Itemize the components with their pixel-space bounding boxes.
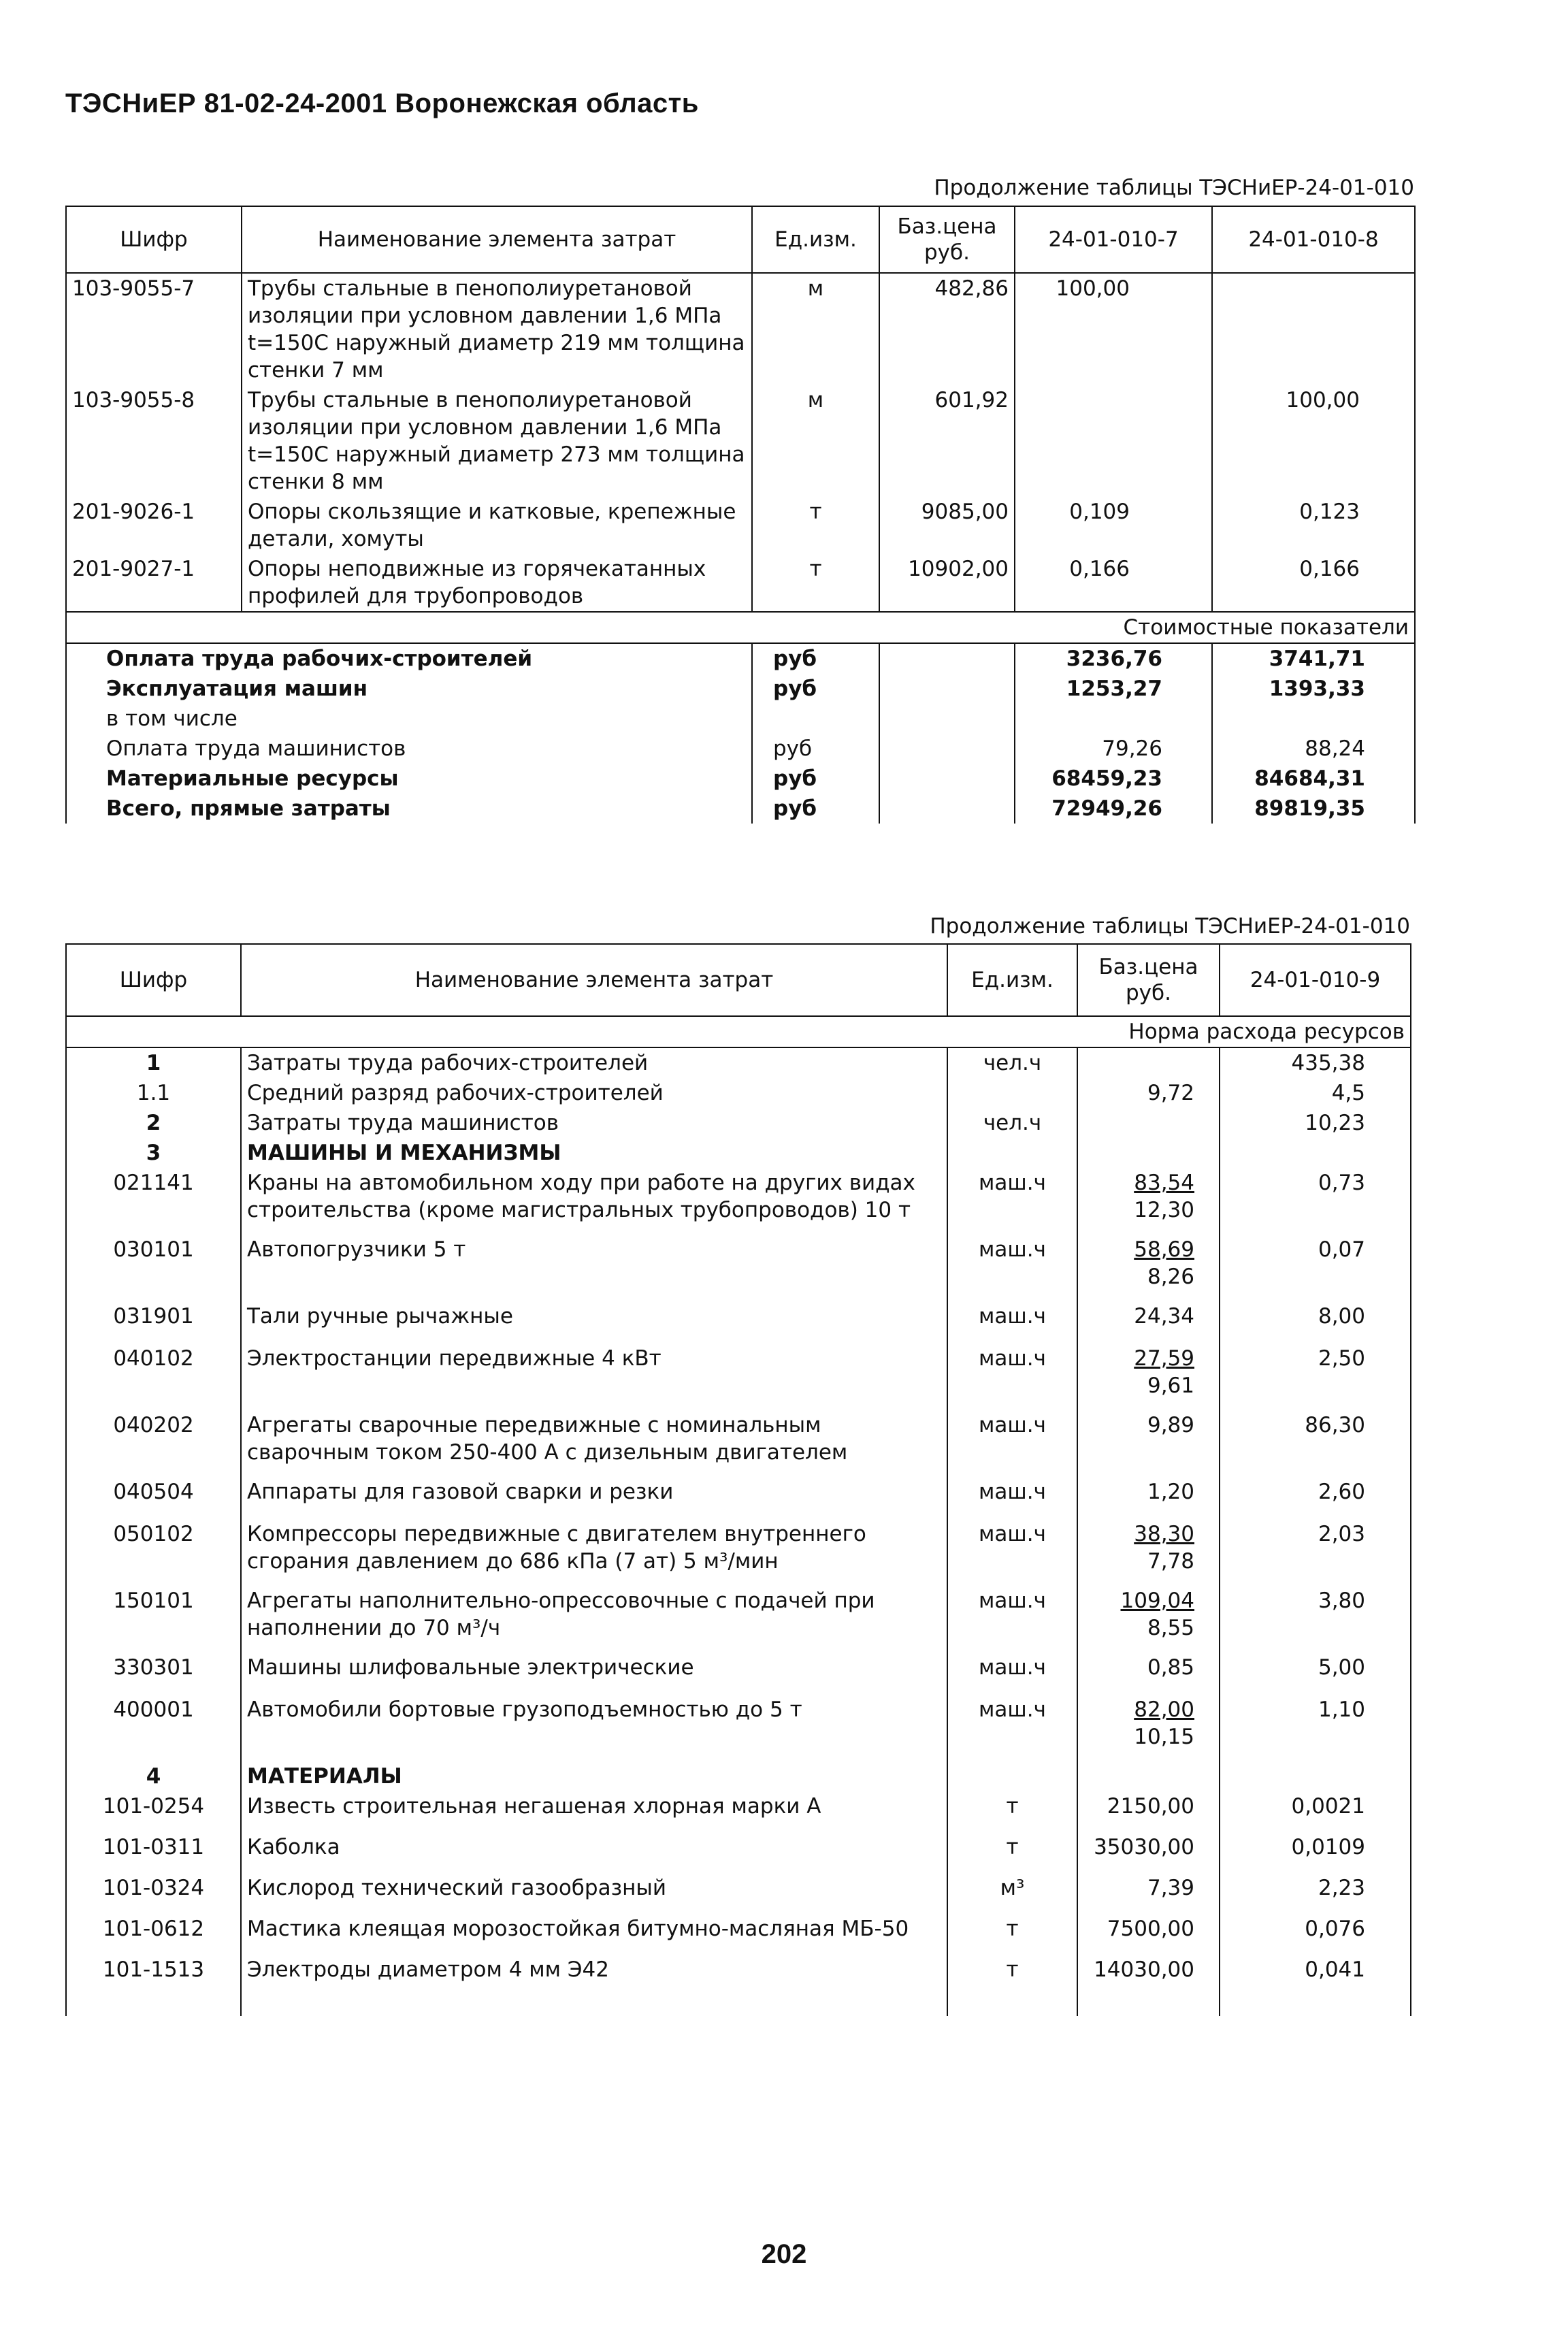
cost-unit: руб <box>752 643 879 674</box>
row-value: 2,60 <box>1220 1477 1411 1519</box>
table1 <box>65 206 1416 824</box>
row-code: 040504 <box>66 1477 241 1519</box>
row-unit <box>947 1078 1077 1108</box>
row-name: Каболка <box>241 1832 947 1873</box>
table2-header-row <box>66 944 1411 1016</box>
row-code: 031901 <box>66 1301 241 1344</box>
row-price: 9085,00 <box>879 497 1015 554</box>
row-value-2: 0,123 <box>1212 497 1415 554</box>
row-code: 330301 <box>66 1653 241 1695</box>
row-value: 8,00 <box>1220 1301 1411 1344</box>
cost-value-1 <box>1015 704 1212 734</box>
row-name: Аппараты для газовой сварки и резки <box>241 1477 947 1519</box>
cost-header: Стоимостные показатели <box>1015 612 1415 643</box>
row-value: 4,5 <box>1220 1078 1411 1108</box>
cost-row <box>66 764 1415 794</box>
norm-header-spacer <box>66 1016 1077 1047</box>
table-row <box>66 385 1415 497</box>
cost-value-2: 88,24 <box>1212 734 1415 764</box>
row-name: Опоры скользящие и катковые, крепежные детали, хомуты <box>242 497 752 554</box>
table-row <box>66 273 1415 385</box>
row-value <box>1220 1138 1411 1168</box>
row-code: 103-9055-8 <box>66 385 242 497</box>
row-name: Автопогрузчики 5 т <box>241 1235 947 1301</box>
header-code: Шифр <box>66 206 242 273</box>
row-unit: т <box>947 1832 1077 1873</box>
header-col-2: 24-01-010-8 <box>1212 206 1415 273</box>
row-price: 482,86 <box>879 273 1015 385</box>
row-unit: маш.ч <box>947 1410 1077 1477</box>
row-name: Краны на автомобильном ходу при работе на других видах строительства (кроме магистральных трубопроводов) 10 т <box>241 1168 947 1235</box>
table2-caption: Продолжение таблицы ТЭСНиЕР-24-01-010 <box>930 914 1410 939</box>
table-row <box>66 1695 1411 1761</box>
price-value: 24,34 <box>1134 1304 1194 1329</box>
table-row <box>66 1955 1411 2016</box>
cost-unit: руб <box>752 734 879 764</box>
cost-label: Оплата труда машинистов <box>66 734 752 764</box>
table-row <box>66 1519 1411 1586</box>
row-code: 050102 <box>66 1519 241 1586</box>
cost-row <box>66 794 1415 824</box>
row-code: 201-9026-1 <box>66 497 242 554</box>
table-row <box>66 1235 1411 1301</box>
row-code: 101-0612 <box>66 1914 241 1955</box>
price-value: 38,30 <box>1134 1522 1194 1546</box>
cost-value-2: 3741,71 <box>1212 643 1415 674</box>
cost-label: Материальные ресурсы <box>66 764 752 794</box>
row-name: МАШИНЫ И МЕХАНИЗМЫ <box>241 1138 947 1168</box>
price-value: 9,72 <box>1147 1081 1194 1105</box>
row-value: 2,23 <box>1220 1873 1411 1914</box>
row-price <box>1077 1955 1220 2016</box>
cost-header-row <box>66 612 1415 643</box>
row-unit: маш.ч <box>947 1235 1077 1301</box>
table-row <box>66 497 1415 554</box>
row-code: 201-9027-1 <box>66 554 242 612</box>
row-value-1: 0,166 <box>1015 554 1212 612</box>
row-value: 10,23 <box>1220 1108 1411 1138</box>
row-name: Электростанции передвижные 4 кВт <box>241 1344 947 1410</box>
cost-value-1: 79,26 <box>1015 734 1212 764</box>
norm-header: Норма расхода ресурсов <box>1077 1016 1411 1047</box>
row-price: 10902,00 <box>879 554 1015 612</box>
row-code: 150101 <box>66 1586 241 1653</box>
row-name: Средний разряд рабочих-строителей <box>241 1078 947 1108</box>
row-unit: маш.ч <box>947 1519 1077 1586</box>
header-code: Шифр <box>66 944 241 1016</box>
row-code: 040202 <box>66 1410 241 1477</box>
table-row <box>66 1168 1411 1235</box>
row-value-1: 100,00 <box>1015 273 1212 385</box>
row-value: 2,50 <box>1220 1344 1411 1410</box>
row-unit: маш.ч <box>947 1586 1077 1653</box>
price-value-2: 9,61 <box>1147 1373 1194 1398</box>
table-row <box>66 1410 1411 1477</box>
row-code: 400001 <box>66 1695 241 1761</box>
row-unit: маш.ч <box>947 1301 1077 1344</box>
row-value: 0,041 <box>1220 1955 1411 2016</box>
cost-label: в том числе <box>66 704 752 734</box>
header-name: Наименование элемента затрат <box>242 206 752 273</box>
cost-label: Эксплуатация машин <box>66 674 752 704</box>
row-name: Машины шлифовальные электрические <box>241 1653 947 1695</box>
cost-price <box>879 704 1015 734</box>
row-code: 1 <box>66 1047 241 1078</box>
table-row <box>66 1653 1411 1695</box>
row-price <box>1077 1235 1220 1301</box>
table-row <box>66 1761 1411 1791</box>
row-name: Кислород технический газообразный <box>241 1873 947 1914</box>
cost-label: Всего, прямые затраты <box>66 794 752 824</box>
row-unit: чел.ч <box>947 1047 1077 1078</box>
row-value-2: 100,00 <box>1212 385 1415 497</box>
cost-value-1: 68459,23 <box>1015 764 1212 794</box>
row-value: 0,73 <box>1220 1168 1411 1235</box>
row-name: Трубы стальные в пенополиуретановой изоляции при условном давлении 1,6 МПа t=150С наружный диаметр 219 мм толщина стенки 7 мм <box>242 273 752 385</box>
price-value: 27,59 <box>1134 1346 1194 1371</box>
table-row <box>66 1108 1411 1138</box>
row-unit: маш.ч <box>947 1477 1077 1519</box>
row-name: Опоры неподвижные из горячекатанных профилей для трубопроводов <box>242 554 752 612</box>
price-value-2: 7,78 <box>1147 1549 1194 1574</box>
cost-row <box>66 674 1415 704</box>
price-value: 58,69 <box>1134 1237 1194 1262</box>
row-unit: маш.ч <box>947 1695 1077 1761</box>
price-value-2: 12,30 <box>1134 1198 1194 1222</box>
header-price: Баз.цена руб. <box>879 206 1015 273</box>
cost-price <box>879 794 1015 824</box>
cost-unit: руб <box>752 764 879 794</box>
price-value-2: 8,26 <box>1147 1265 1194 1289</box>
cost-value-2 <box>1212 704 1415 734</box>
row-price <box>1077 1653 1220 1695</box>
row-name: Тали ручные рычажные <box>241 1301 947 1344</box>
row-value-2 <box>1212 273 1415 385</box>
row-price <box>1077 1832 1220 1873</box>
price-value: 109,04 <box>1120 1589 1194 1613</box>
cost-value-2: 84684,31 <box>1212 764 1415 794</box>
cost-row <box>66 704 1415 734</box>
cost-unit <box>752 704 879 734</box>
norm-header-row <box>66 1016 1411 1047</box>
row-price <box>1077 1047 1220 1078</box>
header-col-1: 24-01-010-7 <box>1015 206 1212 273</box>
cost-price <box>879 734 1015 764</box>
row-unit: чел.ч <box>947 1108 1077 1138</box>
row-name: Агрегаты наполнительно-опрессовочные с подачей при наполнении до 70 м³/ч <box>241 1586 947 1653</box>
table-row <box>66 1477 1411 1519</box>
row-unit: маш.ч <box>947 1344 1077 1410</box>
table-row <box>66 1832 1411 1873</box>
table-row <box>66 1791 1411 1832</box>
row-unit: т <box>947 1955 1077 2016</box>
row-value <box>1220 1761 1411 1791</box>
row-value: 3,80 <box>1220 1586 1411 1653</box>
table-row <box>66 1873 1411 1914</box>
table1-header-row <box>66 206 1415 273</box>
price-value-2: 8,55 <box>1147 1616 1194 1640</box>
row-price <box>1077 1344 1220 1410</box>
row-price <box>1077 1477 1220 1519</box>
table-row <box>66 1914 1411 1955</box>
row-unit: м <box>752 273 879 385</box>
row-price <box>1077 1586 1220 1653</box>
row-value-2: 0,166 <box>1212 554 1415 612</box>
row-code: 101-0324 <box>66 1873 241 1914</box>
table-row <box>66 1078 1411 1108</box>
table-row <box>66 1586 1411 1653</box>
header-col-1: 24-01-010-9 <box>1220 944 1411 1016</box>
row-price <box>1077 1168 1220 1235</box>
table2 <box>65 943 1411 2016</box>
price-value: 0,85 <box>1147 1655 1194 1680</box>
price-value: 35030,00 <box>1094 1835 1194 1859</box>
row-unit: маш.ч <box>947 1653 1077 1695</box>
page-number: 202 <box>761 2239 807 2269</box>
row-code: 103-9055-7 <box>66 273 242 385</box>
row-unit <box>947 1138 1077 1168</box>
price-value: 82,00 <box>1134 1697 1194 1722</box>
row-price <box>1077 1138 1220 1168</box>
price-value-2: 10,15 <box>1134 1725 1194 1749</box>
row-name: Затраты труда машинистов <box>241 1108 947 1138</box>
row-price <box>1077 1873 1220 1914</box>
row-unit: т <box>947 1791 1077 1832</box>
header-unit: Ед.изм. <box>752 206 879 273</box>
row-price <box>1077 1914 1220 1955</box>
row-code: 030101 <box>66 1235 241 1301</box>
table1-caption: Продолжение таблицы ТЭСНиЕР-24-01-010 <box>934 176 1414 200</box>
row-value: 0,0109 <box>1220 1832 1411 1873</box>
row-unit: т <box>947 1914 1077 1955</box>
header-name: Наименование элемента затрат <box>241 944 947 1016</box>
row-code: 021141 <box>66 1168 241 1235</box>
row-price <box>1077 1761 1220 1791</box>
row-value: 0,0021 <box>1220 1791 1411 1832</box>
cost-header-spacer <box>66 612 1015 643</box>
row-value-1: 0,109 <box>1015 497 1212 554</box>
row-code: 4 <box>66 1761 241 1791</box>
row-value: 1,10 <box>1220 1695 1411 1761</box>
row-unit: м³ <box>947 1873 1077 1914</box>
cost-price <box>879 764 1015 794</box>
row-name: Известь строительная негашеная хлорная марки А <box>241 1791 947 1832</box>
row-name: Электроды диаметром 4 мм Э42 <box>241 1955 947 2016</box>
row-unit: м <box>752 385 879 497</box>
row-price <box>1077 1078 1220 1108</box>
table-row <box>66 554 1415 612</box>
table-row <box>66 1138 1411 1168</box>
price-value: 7,39 <box>1147 1876 1194 1900</box>
row-value: 435,38 <box>1220 1047 1411 1078</box>
row-value: 0,076 <box>1220 1914 1411 1955</box>
cost-unit: руб <box>752 794 879 824</box>
document-title: ТЭСНиЕР 81-02-24-2001 Воронежская область <box>65 88 699 118</box>
cost-value-2: 89819,35 <box>1212 794 1415 824</box>
cost-row <box>66 734 1415 764</box>
row-value: 5,00 <box>1220 1653 1411 1695</box>
cost-value-1: 1253,27 <box>1015 674 1212 704</box>
price-value: 7500,00 <box>1107 1917 1194 1941</box>
row-price <box>1077 1519 1220 1586</box>
row-code: 1.1 <box>66 1078 241 1108</box>
row-code: 101-0254 <box>66 1791 241 1832</box>
cost-value-1: 72949,26 <box>1015 794 1212 824</box>
row-unit: т <box>752 497 879 554</box>
row-name: Автомобили бортовые грузоподъемностью до 5 т <box>241 1695 947 1761</box>
table-row <box>66 1301 1411 1344</box>
price-value: 14030,00 <box>1094 1957 1194 1982</box>
header-price: Баз.цена руб. <box>1077 944 1220 1016</box>
table-row <box>66 1047 1411 1078</box>
row-value: 0,07 <box>1220 1235 1411 1301</box>
price-value: 1,20 <box>1147 1480 1194 1504</box>
row-value-1 <box>1015 385 1212 497</box>
row-price <box>1077 1410 1220 1477</box>
row-name: Мастика клеящая морозостойкая битумно-масляная МБ-50 <box>241 1914 947 1955</box>
row-value: 2,03 <box>1220 1519 1411 1586</box>
cost-value-1: 3236,76 <box>1015 643 1212 674</box>
cost-value-2: 1393,33 <box>1212 674 1415 704</box>
row-code: 101-1513 <box>66 1955 241 2016</box>
table-row <box>66 1344 1411 1410</box>
row-unit: т <box>752 554 879 612</box>
row-name: Агрегаты сварочные передвижные с номинальным сварочным током 250-400 А с дизельным двигателем <box>241 1410 947 1477</box>
row-price <box>1077 1695 1220 1761</box>
row-code: 040102 <box>66 1344 241 1410</box>
row-unit <box>947 1761 1077 1791</box>
cost-row <box>66 643 1415 674</box>
row-code: 101-0311 <box>66 1832 241 1873</box>
cost-price <box>879 674 1015 704</box>
row-name: МАТЕРИАЛЫ <box>241 1761 947 1791</box>
row-value: 86,30 <box>1220 1410 1411 1477</box>
cost-label: Оплата труда рабочих-строителей <box>66 643 752 674</box>
cost-unit: руб <box>752 674 879 704</box>
header-unit: Ед.изм. <box>947 944 1077 1016</box>
price-value: 9,89 <box>1147 1413 1194 1437</box>
row-name: Компрессоры передвижные с двигателем внутреннего сгорания давлением до 686 кПа (7 ат) 5 м³/мин <box>241 1519 947 1586</box>
row-price: 601,92 <box>879 385 1015 497</box>
row-name: Трубы стальные в пенополиуретановой изоляции при условном давлении 1,6 МПа t=150С наружный диаметр 273 мм толщина стенки 8 мм <box>242 385 752 497</box>
row-code: 2 <box>66 1108 241 1138</box>
cost-price <box>879 643 1015 674</box>
row-price <box>1077 1791 1220 1832</box>
price-value: 2150,00 <box>1107 1794 1194 1819</box>
row-name: Затраты труда рабочих-строителей <box>241 1047 947 1078</box>
row-price <box>1077 1108 1220 1138</box>
row-price <box>1077 1301 1220 1344</box>
row-unit: маш.ч <box>947 1168 1077 1235</box>
row-code: 3 <box>66 1138 241 1168</box>
price-value: 83,54 <box>1134 1171 1194 1195</box>
